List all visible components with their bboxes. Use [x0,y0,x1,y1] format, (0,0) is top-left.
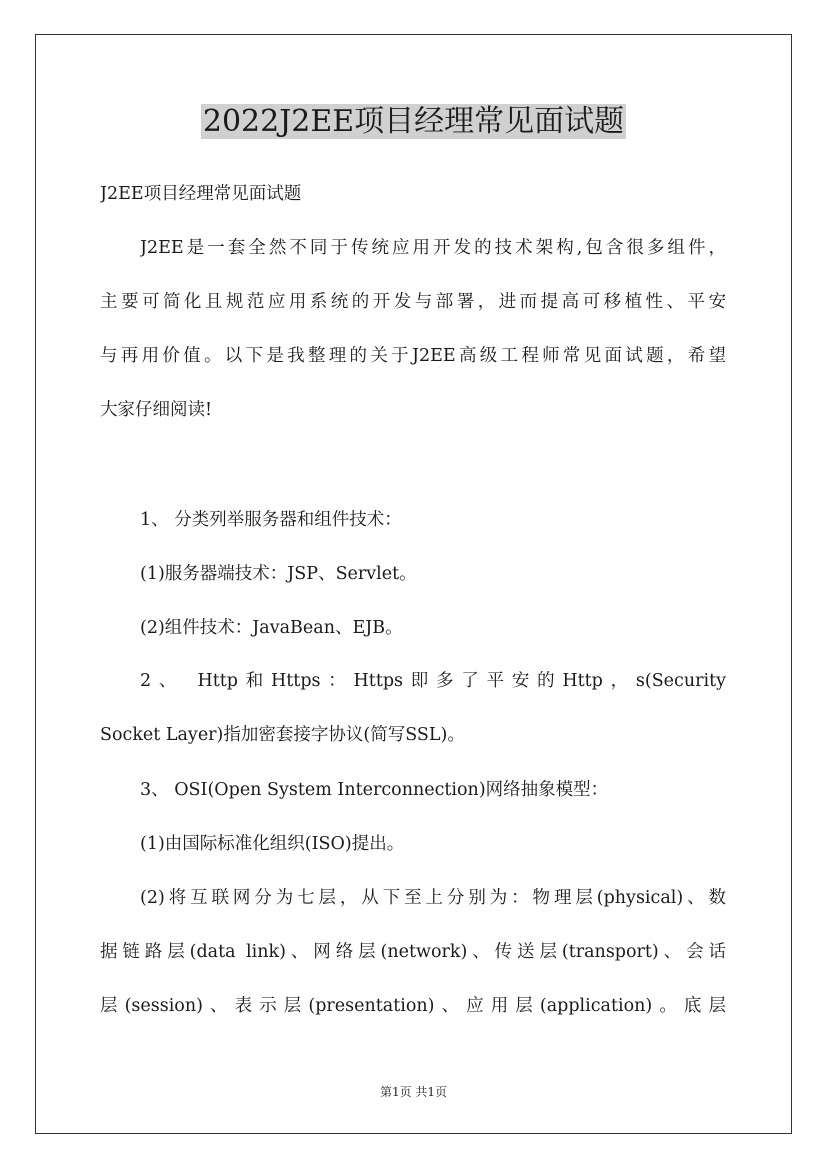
page-indicator: 第1页 共1页 [379,1085,448,1099]
list-item: 1、 分类列举服务器和组件技术： [140,510,402,530]
intro-line-4: 大家仔细阅读! [100,400,213,420]
list-item: 层(session)、表示层(presentation)、应用层(application)。底层 [100,996,726,1016]
list-item: 2、 Http和Https：Https即多了平安的Http，s(Security [140,671,726,691]
document-title: 2022J2EE项目经理常见面试题 [202,104,625,139]
list-item: (2)将互联网分为七层，从下至上分别为：物理层(physical)、数 [140,888,726,908]
document-subtitle: J2EE项目经理常见面试题 [100,184,302,204]
list-item: 据链路层(data link)、网络层(network)、传送层(transport)、会话 [100,942,726,962]
list-item: 3、 OSI(Open System Interconnection)网络抽象模型： [140,780,609,800]
list-item: (1)服务器端技术：JSP、Servlet。 [140,564,417,584]
intro-line-1: J2EE是一套全然不同于传统应用开发的技术架构,包含很多组件， [140,238,726,258]
intro-line-3: 与再用价值。以下是我整理的关于J2EE高级工程师常见面试题，希望 [100,346,726,366]
list-item: Socket Layer)指加密套接字协议(简写SSL)。 [100,725,465,745]
list-item: (1)由国际标准化组织(ISO)提出。 [140,834,405,854]
intro-line-2: 主要可简化且规范应用系统的开发与部署，进而提高可移植性、平安 [100,292,726,312]
list-item: (2)组件技术：JavaBean、EJB。 [140,618,403,638]
